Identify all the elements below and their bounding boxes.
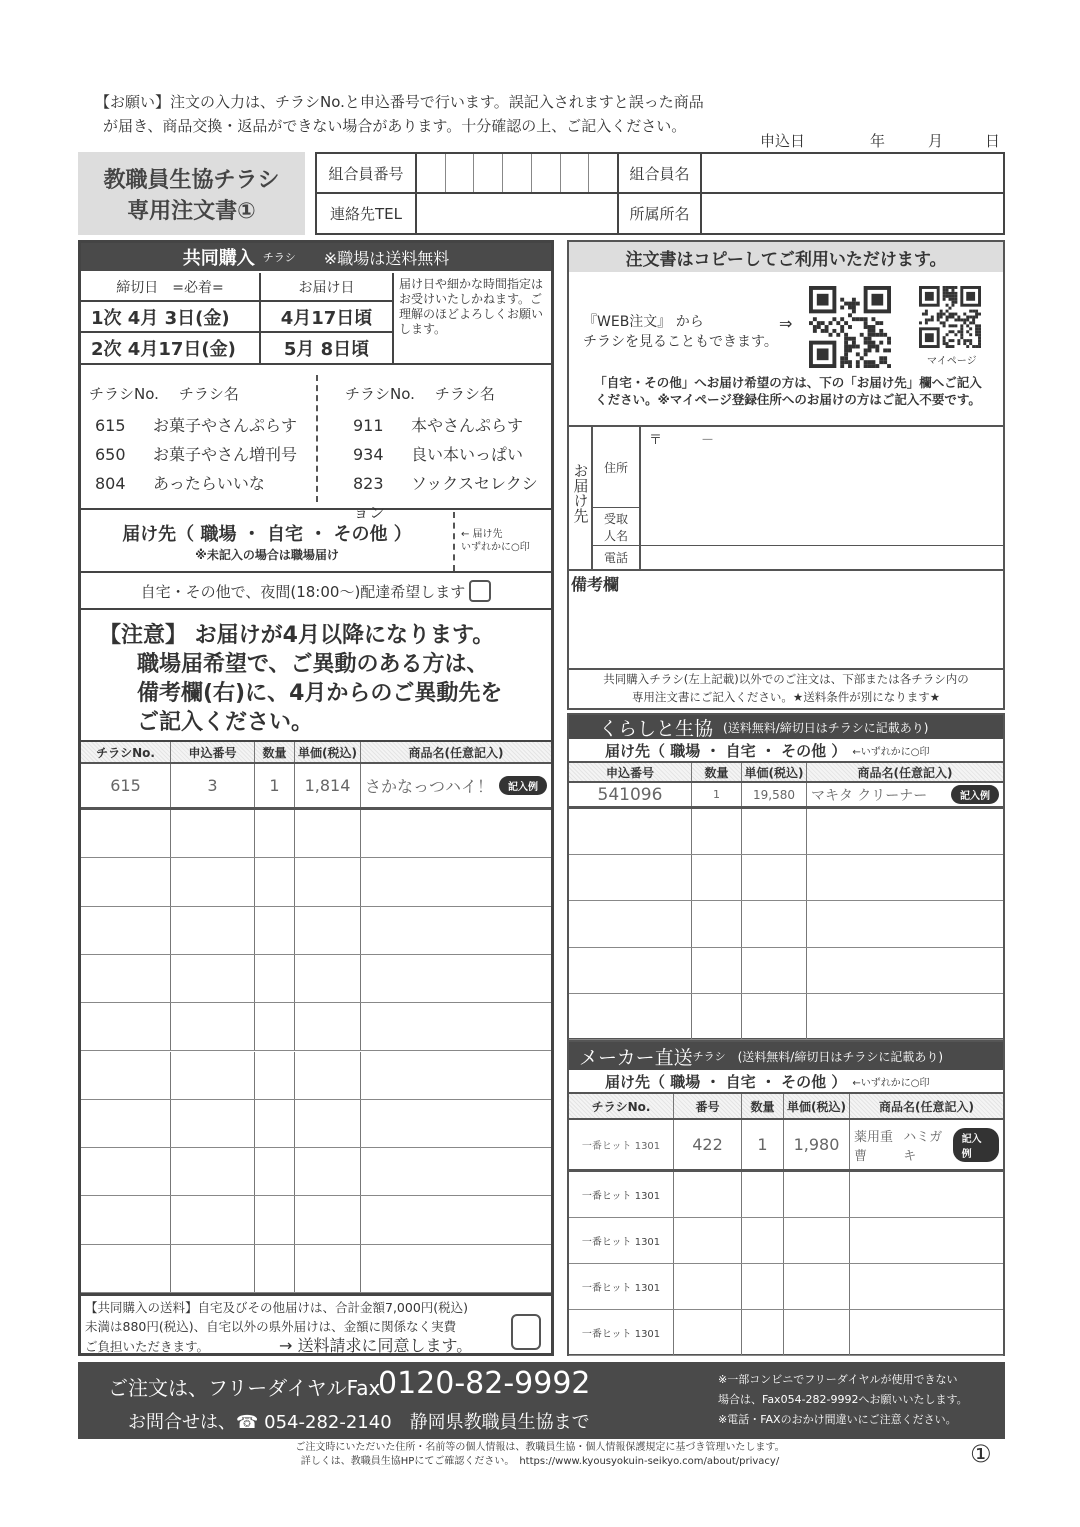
destination-hint: ←いずれかに○印 [852, 1077, 930, 1089]
table-cell-input[interactable] [569, 1218, 674, 1263]
shipping-agree-checkbox[interactable] [511, 1314, 541, 1350]
table-cell-input[interactable] [295, 858, 361, 905]
flyer-prefill: 一番ヒット 1301 [581, 1329, 661, 1340]
table-cell [255, 764, 295, 807]
caution-note [99, 621, 502, 737]
joint-purchase-header [81, 243, 551, 271]
form-title-line: 専用注文書① [127, 198, 256, 224]
table-cell-input[interactable] [807, 855, 1003, 900]
joint-free-note: ※職場は送料無料 [323, 248, 450, 268]
table-cell [807, 783, 1003, 806]
maker-title: メーカー直送 [579, 1046, 693, 1069]
table-row[interactable] [569, 1172, 1003, 1218]
privacy-link[interactable]: 詳しくは、教職員生協HPにてご確認ください。 https://www.kyousyokuin-seikyo.com/about/privacy/ [300, 1456, 780, 1467]
table-cell-input[interactable] [692, 809, 742, 854]
example-price: 1,814 [304, 776, 351, 795]
contact-tel-label: 連絡先TEL [317, 194, 417, 233]
table-cell [569, 1120, 674, 1169]
table-cell-input[interactable] [255, 1003, 295, 1050]
table-cell-input[interactable] [361, 858, 551, 905]
example-code: 3 [207, 776, 218, 795]
flyer-prefill: 一番ヒット 1301 [581, 1237, 661, 1248]
table-cell-input[interactable] [742, 901, 807, 946]
table-cell-input[interactable] [255, 1245, 295, 1292]
table-row[interactable] [569, 901, 1003, 947]
member-number-input[interactable] [417, 154, 617, 194]
shipping-note [81, 1293, 551, 1353]
table-cell-input[interactable] [569, 809, 692, 854]
list-item: 615 お菓子やさんぷらす [95, 416, 298, 435]
table-row[interactable] [81, 955, 551, 1003]
destination-hint: ←いずれかに○印 [852, 746, 930, 758]
table-cell-input[interactable] [850, 1172, 1003, 1217]
table-cell-input[interactable] [674, 1310, 742, 1355]
table-cell-input[interactable] [295, 1052, 361, 1099]
member-number-digit[interactable] [417, 154, 446, 192]
privacy-line: ご注文時にいただいた住所・名前等の個人情報は、教職員生協・個人情報保護規定に基づき管理いたします。 [295, 1442, 785, 1453]
table-row[interactable] [81, 1052, 551, 1100]
caution-line: 職場届希望で、ご異動のある方は、 [137, 652, 489, 677]
table-cell-input[interactable] [295, 810, 361, 857]
round2-delivery: 5月 8日頃 [261, 333, 394, 363]
table-cell-input[interactable] [171, 907, 255, 954]
inquiry-phone: お問合せは、☎ 054-282-2140 静岡県教職員生協まで [128, 1412, 590, 1433]
example-product-name: マキタ クリーナー [811, 787, 928, 804]
table-cell-input[interactable] [81, 1148, 171, 1195]
destination-note: ※未記入の場合は職場届け [195, 548, 339, 562]
example-price: 1,980 [793, 1135, 840, 1154]
table-header [81, 742, 551, 764]
table-cell-input[interactable] [850, 1218, 1003, 1263]
table-cell-input[interactable] [295, 955, 361, 1002]
example-badge: 記入例 [953, 1128, 999, 1162]
apply-date [760, 130, 1005, 151]
member-number-digit[interactable] [446, 154, 475, 192]
caution-line: 備考欄(右)に、4月からのご異動先を [137, 681, 503, 706]
table-row[interactable] [81, 1003, 551, 1051]
table-row[interactable] [81, 1245, 551, 1293]
footer-note: 場合は、Fax054-282-9992へお願いいたします。 [718, 1393, 968, 1406]
maker-header [569, 1042, 1003, 1070]
table-cell-input[interactable] [742, 855, 807, 900]
joint-purchase-panel [78, 240, 554, 1356]
web-order-note [583, 312, 778, 352]
example-price: 19,580 [753, 787, 795, 802]
home-note-line: 「自宅・その他」へお届け希望の方は、下の「お届け先」欄へご記入 [594, 375, 982, 390]
example-product-name: 薬用重曹 [854, 1129, 894, 1164]
column-header: チラシNo. [569, 1094, 674, 1118]
table-cell-input[interactable] [255, 955, 295, 1002]
table-cell-input[interactable] [742, 994, 807, 1039]
table-cell-input[interactable] [569, 1264, 674, 1309]
table-cell-input[interactable] [81, 1003, 171, 1050]
table-cell-input[interactable] [361, 810, 551, 857]
web-order-line: 『WEB注文』 から [583, 314, 704, 330]
kurashi-title: くらしと生協 [599, 717, 714, 740]
mypage-qr-code[interactable] [919, 286, 981, 348]
table-cell-input[interactable] [171, 1148, 255, 1195]
table-cell-input[interactable] [81, 810, 171, 857]
flyer-prefill: 一番ヒット 1301 [581, 1283, 661, 1294]
kurashi-subtitle: (送料無料/締切日はチラシに記載あり) [723, 720, 929, 735]
phone-label: 電話 [593, 546, 641, 569]
recipient-label: 受取人名 [593, 508, 641, 546]
flyer-no-header: チラシNo. [345, 385, 415, 403]
table-cell-input[interactable] [361, 955, 551, 1002]
round1-deadline: 1次 4月 3日(金) [81, 302, 261, 333]
postal-code-field[interactable]: 〒 － [649, 433, 715, 448]
table-cell-input[interactable] [81, 1196, 171, 1243]
table-cell [295, 764, 361, 807]
column-header: 申込番号 [569, 763, 692, 781]
example-product-name: ハミガキ [903, 1129, 943, 1164]
table-cell-input[interactable] [171, 1100, 255, 1147]
example-badge: 記入例 [499, 776, 547, 795]
form-title [78, 152, 305, 235]
contact-tel-input[interactable] [417, 194, 617, 233]
table-cell-input[interactable] [255, 1148, 295, 1195]
flyer-no-header: チラシNo. [89, 385, 159, 403]
destination-options[interactable]: 届け先（ 職場 ・ 自宅 ・ その他 ） [605, 741, 847, 760]
divider [316, 375, 318, 502]
table-cell-input[interactable] [171, 1196, 255, 1243]
column-header: 単価(税込) [295, 742, 361, 762]
schedule-table [81, 273, 551, 365]
member-info-table [315, 152, 1005, 235]
table-header [569, 1094, 1003, 1120]
table-cell-input[interactable] [81, 1245, 171, 1292]
table-cell-input[interactable] [742, 1310, 784, 1355]
flyer-list [81, 367, 551, 522]
table-cell-input[interactable] [807, 809, 1003, 854]
home-delivery-note [573, 374, 1003, 408]
table-cell-input[interactable] [171, 1052, 255, 1099]
kurashi-destination-select[interactable] [569, 739, 1003, 763]
table-cell-input[interactable] [295, 907, 361, 954]
day-label: 日 [985, 132, 1001, 150]
destination-options[interactable]: 届け先（ 職場 ・ 自宅 ・ その他 ） [605, 1072, 847, 1091]
shipping-agree-label: → 送料請求に同意します。 [279, 1336, 473, 1355]
table-cell-input[interactable] [742, 1172, 784, 1217]
table-cell-input[interactable] [692, 994, 742, 1039]
footer-bar [78, 1362, 1005, 1439]
footer-note: ※電話・FAXのおかけ間違いにご注意ください。 [718, 1413, 957, 1426]
shipping-line: 未満は880円(税込)、自宅以外の県外届けは、金額に関係なく実費 [85, 1319, 457, 1334]
column-header: 単価(税込) [742, 763, 807, 781]
destination-hint: いずれかに○印 [461, 542, 530, 553]
kurashi-header [569, 715, 1003, 739]
table-cell-input[interactable] [569, 1172, 674, 1217]
table-cell-input[interactable] [171, 1003, 255, 1050]
table-cell-input[interactable] [81, 907, 171, 954]
table-cell-input[interactable] [784, 1310, 850, 1355]
table-cell-input[interactable] [692, 855, 742, 900]
table-cell-input[interactable] [255, 858, 295, 905]
maker-title-suffix: チラシ [692, 1050, 726, 1063]
table-cell-input[interactable] [807, 948, 1003, 993]
column-header: 数量 [742, 1094, 784, 1118]
table-cell [674, 1120, 742, 1169]
member-number-digit[interactable] [532, 154, 561, 192]
kurashi-order-table [569, 763, 1003, 1038]
web-order-line: チラシを見ることもできます。 [583, 334, 778, 350]
table-cell-input[interactable] [569, 855, 692, 900]
table-cell-input[interactable] [295, 1196, 361, 1243]
notice-line: 【お願い】注文の入力は、チラシNo.と申込番号で行います。誤記入されますと誤った商品 [95, 93, 704, 111]
table-row[interactable] [81, 907, 551, 955]
mypage-label: マイページ [927, 356, 977, 367]
round2-deadline: 2次 4月17日(金) [81, 333, 261, 363]
table-cell-input[interactable] [295, 1003, 361, 1050]
delivery-note: 届け日や細かな時間指定はお受けいたしかねます。ご理解のほどよろしくお願いします。 [399, 277, 544, 336]
apply-date-label: 申込日 [760, 132, 806, 150]
column-header: 商品名(任意記入) [857, 765, 953, 780]
other-orders-note [567, 668, 1005, 710]
table-cell [361, 764, 551, 807]
table-cell [742, 1120, 784, 1169]
column-header: 番号 [674, 1094, 742, 1118]
maker-panel [567, 1040, 1005, 1356]
member-name-input[interactable] [702, 154, 1003, 194]
delivery-header: お届け日 [261, 273, 394, 302]
table-cell-input[interactable] [81, 858, 171, 905]
table-cell-input[interactable] [295, 1245, 361, 1292]
table-cell-input[interactable] [569, 994, 692, 1039]
table-cell-input[interactable] [742, 809, 807, 854]
phone-input[interactable] [641, 546, 1003, 569]
joint-title-suffix: チラシ [262, 251, 296, 264]
affiliation-label: 所属所名 [617, 194, 702, 233]
table-row[interactable] [569, 1310, 1003, 1356]
shipping-line: ご負担いただきます。 [85, 1339, 210, 1354]
destination-select[interactable] [81, 512, 551, 573]
column-header: 商品名(任意記入) [879, 1099, 974, 1114]
table-cell-input[interactable] [674, 1218, 742, 1263]
night-delivery-checkbox[interactable] [469, 580, 491, 602]
flyer-list-right [353, 411, 551, 527]
table-row[interactable] [81, 810, 551, 858]
example-product-name: さかなっつハイ！ [365, 777, 494, 796]
example-qty: 1 [713, 788, 720, 801]
table-cell [850, 1120, 1003, 1169]
list-item: 804 あったらいいな [95, 474, 265, 493]
example-qty: 1 [757, 1135, 768, 1154]
table-cell-input[interactable] [361, 1196, 551, 1243]
fax-number[interactable]: 0120-82-9992 [378, 1366, 591, 1401]
flyer-list-left [95, 411, 297, 498]
column-header: 数量 [692, 763, 742, 781]
column-header: 申込番号 [171, 742, 255, 762]
table-cell-input[interactable] [807, 994, 1003, 1039]
flyer-prefill: 一番ヒット 1301 [581, 1191, 661, 1202]
night-delivery-row [81, 574, 551, 610]
example-qty: 1 [269, 776, 280, 795]
footer-notes [718, 1370, 968, 1430]
form-title-line: 教職員生協チラシ [103, 167, 280, 193]
delivery-vertical-label: お届け先 [569, 427, 593, 569]
table-row[interactable] [569, 948, 1003, 994]
member-name-label: 組合員名 [617, 154, 702, 194]
year-label: 年 [870, 132, 886, 150]
flyer-name-header: チラシ名 [178, 385, 239, 403]
table-cell-input[interactable] [742, 1264, 784, 1309]
recipient-input[interactable] [641, 508, 1003, 546]
table-cell-input[interactable] [171, 810, 255, 857]
member-number-digit[interactable] [503, 154, 532, 192]
member-number-digit[interactable] [561, 154, 590, 192]
round1-delivery: 4月17日頃 [261, 302, 394, 333]
table-row[interactable] [81, 1196, 551, 1244]
column-header: 単価(税込) [784, 1094, 850, 1118]
table-cell-input[interactable] [692, 901, 742, 946]
joint-title: 共同購入 [182, 248, 255, 269]
table-cell-input[interactable] [361, 1245, 551, 1292]
member-number-label: 組合員番号 [317, 154, 417, 194]
caution-line: ご記入ください。 [137, 710, 314, 735]
table-cell-input[interactable] [850, 1310, 1003, 1355]
destination-options[interactable]: 届け先（ 職場 ・ 自宅 ・ その他 ） [122, 524, 412, 545]
table-cell-input[interactable] [255, 1196, 295, 1243]
example-flyer-no: 一番ヒット 1301 [581, 1141, 661, 1152]
table-row[interactable] [81, 858, 551, 906]
table-cell-input[interactable] [569, 1310, 674, 1355]
table-cell-input[interactable] [674, 1172, 742, 1217]
example-row [569, 1120, 1003, 1172]
privacy-note [0, 1441, 1080, 1469]
table-cell-input[interactable] [674, 1264, 742, 1309]
delivery-address-block [569, 425, 1003, 571]
table-cell [81, 764, 171, 807]
table-cell-input[interactable] [81, 1100, 171, 1147]
table-cell-input[interactable] [850, 1264, 1003, 1309]
column-header: 数量 [255, 742, 295, 762]
table-cell-input[interactable] [569, 901, 692, 946]
list-item: 823 ソックスセレクション [353, 474, 538, 522]
table-cell-input[interactable] [742, 1218, 784, 1263]
table-cell [569, 783, 692, 806]
address-input[interactable] [643, 445, 1003, 507]
page-number: ① [970, 1440, 992, 1468]
example-row [81, 764, 551, 810]
list-item: 911 本やさんぷらす [353, 416, 524, 435]
maker-destination-select[interactable] [569, 1070, 1003, 1094]
example-code: 422 [692, 1135, 723, 1154]
table-cell-input[interactable] [171, 955, 255, 1002]
order-fax-label: ご注文は、フリーダイヤルFax [108, 1376, 381, 1400]
maker-subtitle: (送料無料/締切日はチラシに記載あり) [737, 1049, 944, 1064]
remarks-input[interactable] [569, 594, 1003, 666]
table-cell-input[interactable] [784, 1172, 850, 1217]
table-cell-input[interactable] [81, 955, 171, 1002]
table-cell-input[interactable] [361, 1148, 551, 1195]
table-cell-input[interactable] [81, 1052, 171, 1099]
table-cell [171, 764, 255, 807]
example-code: 541096 [597, 784, 663, 805]
member-number-digit[interactable] [474, 154, 503, 192]
table-row[interactable] [81, 1100, 551, 1148]
right-info-panel [567, 240, 1005, 670]
shipping-line: 【共同購入の送料】自宅及びその他届けは、合計金額7,000円(税込) [85, 1300, 469, 1315]
arrow-icon: ⇒ [779, 314, 793, 333]
table-cell [692, 783, 742, 806]
web-order-qr-code[interactable] [809, 286, 891, 368]
list-item: 650 お菓子やさん増刊号 [95, 445, 298, 464]
table-row[interactable] [569, 809, 1003, 855]
table-cell-input[interactable] [361, 907, 551, 954]
table-cell-input[interactable] [361, 1100, 551, 1147]
remarks-label: 備考欄 [571, 575, 620, 594]
destination-hint: ← 届け先 [461, 529, 503, 540]
column-header: チラシNo. [81, 742, 171, 762]
notice-line: が届き、商品交換・返品ができない場合があります。十分確認の上、ご記入ください。 [103, 117, 687, 135]
home-note-line: ください。※マイページ登録住所へのお届けの方はご記入不要です。 [595, 392, 981, 407]
month-label: 月 [928, 132, 944, 150]
notice [95, 90, 704, 138]
table-cell-input[interactable] [171, 1245, 255, 1292]
deadline-header: 締切日 =必着= [81, 273, 261, 302]
example-flyer-no: 615 [110, 776, 141, 795]
example-row [569, 783, 1003, 809]
column-header: 商品名(任意記入) [408, 745, 504, 760]
maker-order-table [569, 1094, 1003, 1354]
flyer-name-header: チラシ名 [434, 385, 495, 403]
table-cell-input[interactable] [255, 810, 295, 857]
other-note-line: 共同購入チラシ(左上記載)以外でのご注文は、下部または各チラシ内の [603, 672, 969, 686]
address-label: 住所 [593, 427, 641, 508]
table-cell [742, 783, 807, 806]
table-cell [784, 1120, 850, 1169]
table-cell-input[interactable] [692, 948, 742, 993]
table-row[interactable] [569, 855, 1003, 901]
table-cell-input[interactable] [784, 1218, 850, 1263]
joint-order-table [81, 740, 551, 1293]
table-row[interactable] [81, 1148, 551, 1196]
table-cell-input[interactable] [295, 1148, 361, 1195]
affiliation-input[interactable] [702, 194, 1003, 233]
other-note-line: 専用注文書にご記入ください。★送料条件が別になります★ [631, 690, 941, 704]
table-cell-input[interactable] [361, 1003, 551, 1050]
kurashi-panel [567, 713, 1005, 1040]
table-cell-input[interactable] [295, 1100, 361, 1147]
table-cell-input[interactable] [742, 948, 807, 993]
table-cell-input[interactable] [569, 948, 692, 993]
table-cell-input[interactable] [171, 858, 255, 905]
table-cell-input[interactable] [255, 1052, 295, 1099]
table-cell-input[interactable] [361, 1052, 551, 1099]
table-cell-input[interactable] [784, 1264, 850, 1309]
table-cell-input[interactable] [255, 1100, 295, 1147]
night-delivery-label: 自宅・その他で、夜間(18:00～)配達希望します [140, 582, 466, 601]
footer-note: ※一部コンビニでフリーダイヤルが使用できない [718, 1373, 958, 1386]
table-row[interactable] [569, 994, 1003, 1040]
table-row[interactable] [569, 1218, 1003, 1264]
table-header [569, 763, 1003, 783]
table-cell-input[interactable] [255, 907, 295, 954]
table-row[interactable] [569, 1264, 1003, 1310]
caution-line: 【注意】 お届けが4月以降になります。 [99, 623, 495, 648]
copy-note: 注文書はコピーしてご利用いただけます。 [569, 242, 1003, 272]
list-item: 934 良い本いっぱい [353, 445, 524, 464]
example-badge: 記入例 [951, 785, 999, 804]
member-number-digit[interactable] [589, 154, 617, 192]
table-cell-input[interactable] [807, 901, 1003, 946]
